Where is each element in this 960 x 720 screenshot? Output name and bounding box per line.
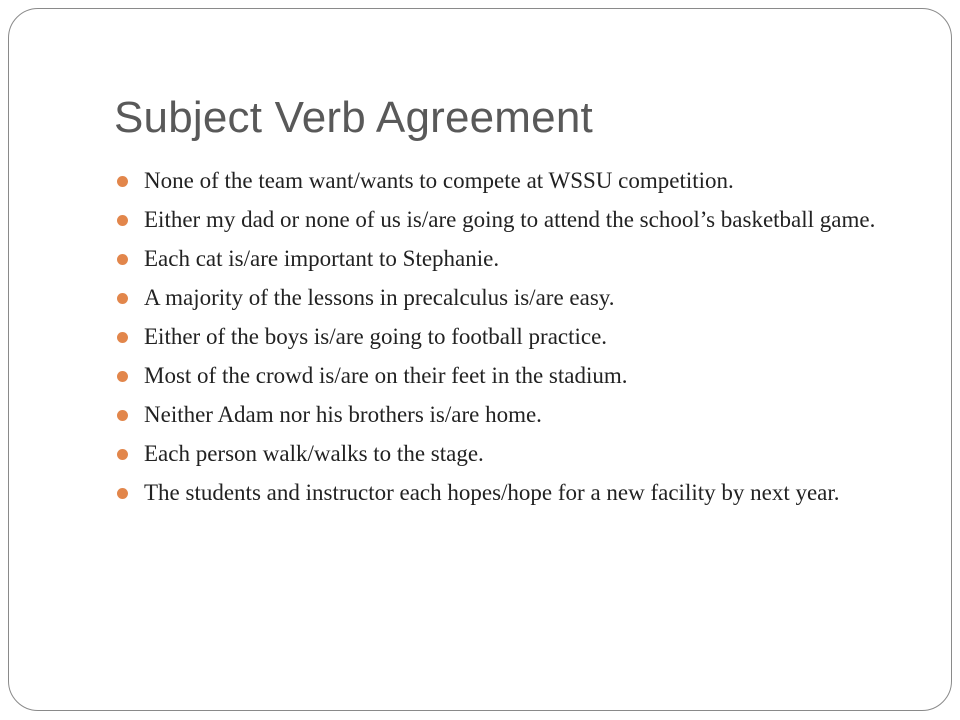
slide-title: Subject Verb Agreement [114, 93, 593, 142]
bullet-text: Each cat is/are important to Stephanie. [144, 246, 500, 271]
bullet-text: Neither Adam nor his brothers is/are home. [144, 402, 542, 427]
bullet-item [114, 439, 914, 468]
bullet-dot-icon [117, 176, 128, 187]
bullet-item [114, 400, 914, 429]
bullet-dot-icon [117, 488, 128, 499]
bullet-dot-icon [117, 410, 128, 421]
bullet-item [114, 283, 914, 312]
bullet-item [114, 322, 914, 351]
bullet-text: The students and instructor each hopes/hope for a new facility by next year. [144, 480, 840, 505]
bullet-dot-icon [117, 371, 128, 382]
bullet-list [114, 166, 914, 517]
bullet-item [114, 205, 914, 234]
bullet-item [114, 244, 914, 273]
bullet-item [114, 478, 914, 507]
bullet-text: Each person walk/walks to the stage. [144, 441, 484, 466]
slide-frame [8, 8, 952, 711]
bullet-item [114, 166, 914, 195]
bullet-text: None of the team want/wants to compete at WSSU competition. [144, 168, 734, 193]
bullet-item [114, 361, 914, 390]
bullet-text: Most of the crowd is/are on their feet in the stadium. [144, 363, 628, 388]
bullet-text: Either my dad or none of us is/are going to attend the school’s basketball game. [144, 207, 876, 232]
bullet-dot-icon [117, 254, 128, 265]
bullet-dot-icon [117, 449, 128, 460]
bullet-dot-icon [117, 332, 128, 343]
bullet-text: A majority of the lessons in precalculus is/are easy. [144, 285, 615, 310]
bullet-dot-icon [117, 293, 128, 304]
bullet-text: Either of the boys is/are going to football practice. [144, 324, 608, 349]
bullet-dot-icon [117, 215, 128, 226]
